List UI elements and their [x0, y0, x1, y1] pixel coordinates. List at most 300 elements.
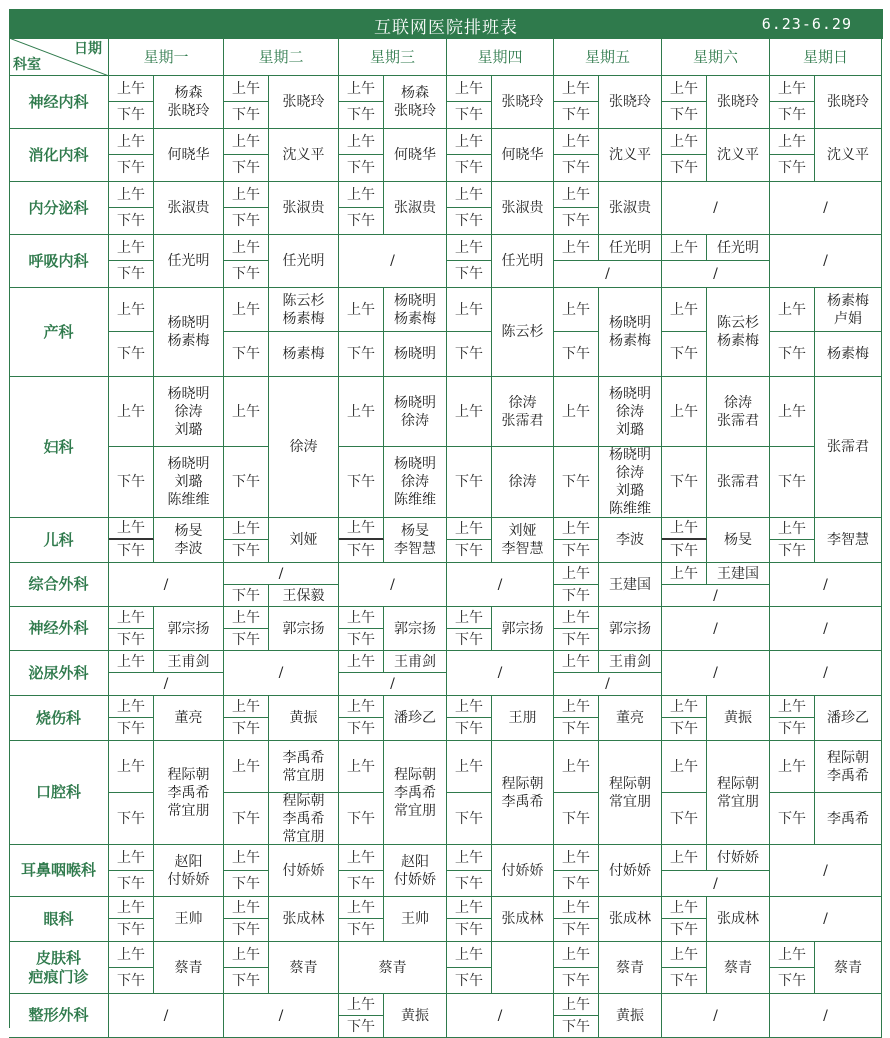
cell-text: 张成林: [609, 911, 651, 927]
cell-text: 下午: [117, 922, 145, 938]
cell-text: 下午: [670, 543, 698, 559]
shift-am-label: [770, 129, 815, 155]
cell-text: /: [713, 1007, 718, 1024]
cell-text: 上午: [455, 698, 483, 715]
shift-pm-label: [109, 919, 154, 942]
shift-pm-label: [339, 871, 384, 897]
shift-pm-label: [339, 718, 384, 741]
shift-am-label: [554, 741, 599, 793]
cell-text: 潘珍乙: [394, 710, 436, 726]
cell-text: 杨森 张晓玲: [394, 85, 436, 119]
shift-pm-label: [554, 208, 599, 235]
shift-am-label: [662, 897, 707, 919]
cell-text: 上午: [117, 301, 145, 318]
doctor-names: [384, 845, 447, 897]
cell-text: 程际朝 李禹希 常宜朋: [167, 766, 210, 819]
cell-text: 上午: [117, 403, 145, 420]
shift-pm-label: [339, 332, 384, 377]
no-schedule: [339, 673, 447, 696]
shift-am-label: [339, 518, 384, 540]
shift-pm-label: [770, 540, 815, 563]
shift-pm-label: [770, 718, 815, 741]
cell-text: 上午: [455, 849, 483, 866]
doctor-names: [707, 518, 770, 563]
cell-text: /: [713, 266, 718, 282]
cell-text: 张淑贵: [394, 200, 436, 216]
cell-text: 下午: [455, 543, 483, 559]
cell-text: 星期三: [369, 47, 415, 66]
cell-text: 王建国: [717, 565, 759, 582]
cell-text: 消化内科: [28, 145, 89, 164]
cell-text: 下午: [117, 972, 145, 989]
cell-text: 张晓玲: [501, 94, 544, 110]
cell-text: /: [823, 1007, 828, 1024]
cell-text: 任光明: [282, 253, 325, 269]
cell-text: 任光明: [501, 253, 544, 269]
cell-text: 蔡青: [378, 959, 407, 976]
doctor-names: [599, 76, 662, 129]
shift-am-label: [662, 741, 707, 793]
shift-am-label: [447, 288, 492, 332]
shift-pm-label: [224, 629, 269, 651]
no-schedule: [770, 897, 882, 942]
cell-text: 沈义平: [609, 147, 651, 163]
cell-text: /: [605, 676, 610, 692]
cell-text: 陈云杉 杨素梅: [717, 315, 759, 349]
doctor-names-am: [599, 235, 662, 261]
cell-text: 上午: [117, 946, 145, 963]
shift-pm-label: [554, 332, 599, 377]
day-header: [447, 38, 554, 76]
cell-text: /: [823, 200, 828, 216]
cell-text: 蔡青: [724, 959, 752, 976]
doctor-names-am: [599, 377, 662, 447]
cell-text: 下午: [455, 160, 483, 176]
doctor-names: [599, 129, 662, 182]
cell-text: 上午: [455, 80, 483, 97]
cell-text: 口腔科: [35, 783, 81, 801]
shift-am-label: [224, 696, 269, 718]
cell-text: 潘珍乙: [827, 710, 869, 726]
cell-text: 上午: [232, 239, 260, 256]
cell-text: 杨素梅: [282, 346, 325, 362]
doctor-names: [269, 942, 339, 994]
shift-pm-label: [339, 540, 384, 563]
cell-text: 下午: [347, 107, 375, 123]
doctor-names-pm: [815, 793, 882, 845]
cell-text: 上午: [232, 758, 260, 775]
shift-am-label: [447, 518, 492, 540]
cell-text: 杨晓明 刘璐 陈维维: [167, 456, 210, 508]
day-header: [339, 38, 447, 76]
shift-am-label: [224, 942, 269, 968]
doctor-names: [384, 607, 447, 651]
shift-am-label: [554, 696, 599, 718]
department-name: [9, 651, 109, 696]
cell-text: 黄振: [616, 1007, 644, 1024]
cell-text: 上午: [778, 403, 806, 420]
shift-pm-label: [224, 155, 269, 182]
cell-text: 上午: [670, 239, 698, 256]
cell-text: 王建国: [609, 576, 651, 593]
shift-pm-label: [224, 793, 269, 845]
shift-pm-label: [662, 919, 707, 942]
shift-pm-label: [224, 585, 269, 607]
shift-am-label: [662, 288, 707, 332]
department-name: [9, 377, 109, 518]
doctor-names: [269, 76, 339, 129]
cell-text: 付娇娇: [501, 862, 544, 879]
doctor-names: [492, 741, 554, 845]
shift-pm-label: [109, 718, 154, 741]
shift-am-label: [554, 563, 599, 585]
cell-text: 神经外科: [28, 619, 89, 637]
cell-text: 黄振: [289, 710, 318, 726]
shift-pm-label: [224, 208, 269, 235]
doctor-names: [339, 942, 447, 994]
doctor-names-pm: [384, 447, 447, 518]
doctor-names: [154, 182, 224, 235]
cell-text: 下午: [117, 474, 145, 490]
cell-text: 下午: [232, 972, 260, 989]
doctor-names: [384, 696, 447, 741]
shift-am-label: [554, 607, 599, 629]
cell-text: 赵阳 付娇娇: [394, 853, 436, 888]
shift-am-label: [662, 235, 707, 261]
cell-text: 上午: [670, 301, 698, 318]
shift-pm-label: [447, 871, 492, 897]
cell-text: 何晓华: [394, 147, 436, 163]
cell-text: 郭宗扬: [609, 620, 651, 637]
cell-text: 上午: [232, 899, 260, 916]
cell-text: 上午: [347, 758, 375, 775]
cell-text: 张成林: [282, 911, 325, 927]
doctor-names: [154, 741, 224, 845]
department-name: [9, 563, 109, 607]
no-schedule: [554, 673, 662, 696]
cell-text: 下午: [778, 543, 806, 559]
cell-text: 下午: [232, 631, 260, 648]
doctor-names-am: [384, 288, 447, 332]
shift-am-label: [109, 897, 154, 919]
cell-text: 下午: [347, 346, 375, 362]
cell-text: 任光明: [609, 239, 651, 256]
no-schedule: [109, 673, 224, 696]
shift-am-label: [447, 741, 492, 793]
cell-text: 张晓玲: [609, 94, 651, 110]
cell-text: 上午: [232, 133, 260, 150]
cell-text: 上午: [232, 301, 260, 318]
shift-am-label: [770, 942, 815, 968]
shift-pm-label: [554, 793, 599, 845]
doctor-names-pm: [269, 585, 339, 607]
shift-am-label: [224, 288, 269, 332]
doctor-names-am: [269, 741, 339, 793]
cell-text: 上午: [670, 80, 698, 97]
no-schedule: [662, 182, 770, 235]
cell-text: 张晓玲: [282, 94, 325, 110]
shift-pm-label: [554, 968, 599, 994]
shift-am-label: [554, 845, 599, 871]
shift-pm-label: [554, 1016, 599, 1038]
cell-text: 王保毅: [282, 587, 325, 604]
doctor-names: [384, 518, 447, 563]
no-schedule: [662, 871, 770, 897]
cell-text: 黄振: [724, 710, 752, 726]
cell-text: 下午: [455, 721, 483, 737]
cell-text: 程际朝 李禹希 常宜朋: [282, 792, 325, 845]
shift-am-label: [662, 942, 707, 968]
doctor-names: [707, 897, 770, 942]
cell-text: 程际朝 常宜朋: [609, 775, 651, 810]
doctor-names-am: [707, 563, 770, 585]
cell-text: 下午: [455, 107, 483, 123]
shift-am-label: [770, 377, 815, 447]
doctor-names: [492, 845, 554, 897]
cell-text: /: [278, 665, 284, 681]
doctor-names: [269, 129, 339, 182]
doctor-names: [707, 696, 770, 741]
cell-text: 上午: [670, 133, 698, 150]
shift-am-label: [109, 182, 154, 208]
shift-pm-label: [224, 718, 269, 741]
shift-am-label: [662, 563, 707, 585]
shift-am-label: [224, 845, 269, 871]
cell-text: 李禹希 常宜朋: [282, 749, 325, 784]
cell-text: 下午: [562, 972, 590, 989]
shift-pm-label: [224, 261, 269, 288]
shift-am-label: [224, 741, 269, 793]
date-axis-label: 日期: [74, 41, 102, 57]
no-schedule: [770, 651, 882, 696]
cell-text: 上午: [347, 301, 375, 318]
cell-text: 下午: [670, 160, 698, 176]
doctor-names: [154, 235, 224, 288]
cell-text: 下午: [778, 107, 806, 123]
shift-am-label: [109, 845, 154, 871]
cell-text: 下午: [347, 1018, 375, 1035]
cell-text: 上午: [455, 403, 483, 420]
cell-text: 下午: [778, 346, 806, 362]
no-schedule: [770, 607, 882, 651]
no-schedule: [224, 563, 339, 585]
shift-pm-label: [224, 919, 269, 942]
cell-text: 下午: [778, 810, 806, 827]
doctor-names: [154, 607, 224, 651]
cell-text: 下午: [562, 922, 590, 938]
shift-am-label: [339, 696, 384, 718]
cell-text: 赵阳 付娇娇: [167, 853, 210, 888]
cell-text: 下午: [232, 543, 260, 559]
day-header: [109, 38, 224, 76]
shift-am-label: [447, 942, 492, 968]
shift-am-label: [109, 235, 154, 261]
doctor-names-pm: [384, 332, 447, 377]
cell-text: 下午: [778, 972, 806, 989]
department-name: [9, 845, 109, 897]
shift-pm-label: [109, 540, 154, 563]
cell-text: 下午: [455, 810, 483, 827]
day-header: [554, 38, 662, 76]
cell-text: 张淑贵: [282, 200, 325, 216]
cell-text: /: [823, 665, 828, 681]
cell-text: 杨素梅 卢娟: [827, 292, 869, 327]
cell-text: 上午: [562, 239, 590, 256]
cell-text: 付娇娇: [609, 862, 651, 879]
cell-text: 董亮: [174, 710, 203, 726]
shift-am-label: [554, 518, 599, 540]
cell-text: 徐涛 张霈君: [717, 394, 759, 429]
day-header: [224, 38, 339, 76]
cell-text: 上午: [117, 186, 145, 203]
shift-am-label: [662, 696, 707, 718]
doctor-names: [815, 696, 882, 741]
cell-text: 下午: [455, 875, 483, 892]
doctor-names: [384, 182, 447, 235]
cell-text: 杨旻: [724, 532, 752, 548]
shift-pm-label: [447, 102, 492, 129]
no-schedule: [662, 261, 770, 288]
no-schedule: [447, 994, 554, 1038]
shift-pm-label: [109, 261, 154, 288]
doctor-names-am: [269, 288, 339, 332]
shift-pm-label: [109, 102, 154, 129]
cell-text: 张淑贵: [609, 200, 651, 216]
cell-text: 下午: [455, 213, 483, 229]
cell-text: 上午: [347, 403, 375, 420]
cell-text: 下午: [117, 810, 145, 827]
doctor-names: [707, 288, 770, 377]
cell-text: 上午: [778, 946, 806, 963]
cell-text: 上午: [778, 301, 806, 318]
cell-text: 下午: [232, 922, 260, 938]
shift-am-label: [447, 377, 492, 447]
doctor-names: [492, 518, 554, 563]
cell-text: 上午: [232, 520, 260, 537]
cell-text: 上午: [670, 520, 698, 536]
shift-am-label: [109, 377, 154, 447]
cell-text: 杨晓明 徐涛 陈维维: [394, 456, 436, 508]
department-name: [9, 288, 109, 377]
cell-text: 下午: [455, 346, 483, 362]
cell-text: 郭宗扬: [501, 620, 544, 637]
cell-text: /: [823, 862, 828, 879]
cell-text: 上午: [117, 899, 145, 916]
doctor-names-am: [384, 377, 447, 447]
shift-am-label: [224, 76, 269, 102]
doctor-names: [154, 129, 224, 182]
cell-text: 上午: [562, 301, 590, 318]
cell-text: 下午: [117, 213, 145, 229]
cell-text: 下午: [455, 972, 483, 989]
cell-text: 下午: [562, 721, 590, 737]
shift-am-label: [447, 129, 492, 155]
department-name: [9, 897, 109, 942]
shift-am-label: [662, 129, 707, 155]
cell-text: 上午: [455, 301, 483, 318]
cell-text: 李智慧: [827, 532, 869, 548]
cell-text: /: [390, 253, 395, 269]
cell-text: 星期日: [802, 47, 848, 66]
shift-pm-label: [224, 447, 269, 518]
cell-text: 付娇娇: [717, 849, 759, 866]
cell-text: 付娇娇: [282, 862, 325, 879]
doctor-names: [599, 994, 662, 1038]
doctor-names-am: [707, 235, 770, 261]
doctor-names-am: [492, 377, 554, 447]
shift-am-label: [447, 235, 492, 261]
cell-text: 上午: [117, 609, 145, 626]
doctor-names: [384, 897, 447, 942]
cell-text: /: [823, 911, 828, 927]
cell-text: 何晓华: [501, 147, 544, 163]
doctor-names: [154, 897, 224, 942]
shift-pm-label: [662, 155, 707, 182]
doctor-names: [269, 377, 339, 518]
shift-am-label: [109, 696, 154, 718]
cell-text: 刘娅: [289, 532, 318, 548]
cell-text: 下午: [232, 587, 260, 604]
cell-text: 下午: [232, 721, 260, 737]
shift-pm-label: [554, 919, 599, 942]
cell-text: 下午: [562, 213, 590, 229]
doctor-names: [815, 377, 882, 518]
cell-text: 杨晓明 杨素梅: [394, 292, 436, 327]
cell-text: 上午: [232, 609, 260, 626]
no-schedule: [662, 585, 770, 607]
cell-text: 下午: [562, 631, 590, 648]
doctor-names: [154, 518, 224, 563]
cell-text: 上午: [347, 698, 375, 715]
shift-pm-label: [662, 540, 707, 563]
shift-pm-label: [447, 793, 492, 845]
cell-text: 李波: [616, 532, 644, 548]
doctor-names: [269, 607, 339, 651]
department-name: [9, 129, 109, 182]
day-header: [662, 38, 770, 76]
doctor-names: [492, 182, 554, 235]
shift-am-label: [554, 942, 599, 968]
shift-pm-label: [554, 871, 599, 897]
department-name: [9, 994, 109, 1038]
cell-text: 上午: [778, 133, 806, 150]
cell-text: 下午: [455, 631, 483, 648]
shift-am-label: [447, 845, 492, 871]
cell-text: 下午: [670, 721, 698, 737]
cell-text: 下午: [347, 160, 375, 176]
doctor-names: [815, 942, 882, 994]
cell-text: 上午: [117, 653, 145, 670]
shift-pm-label: [109, 871, 154, 897]
cell-text: 杨旻 李智慧: [394, 523, 436, 557]
shift-pm-label: [447, 718, 492, 741]
cell-text: 上午: [232, 186, 260, 203]
shift-am-label: [339, 377, 384, 447]
cell-text: 上午: [670, 899, 698, 916]
cell-text: 儿科: [43, 530, 74, 549]
cell-text: 下午: [562, 1018, 590, 1035]
doctor-names-am: [599, 651, 662, 673]
cell-text: 郭宗扬: [282, 620, 325, 637]
shift-am-label: [339, 741, 384, 793]
shift-am-label: [770, 518, 815, 540]
shift-am-label: [554, 377, 599, 447]
cell-text: 内分泌科: [28, 198, 89, 217]
cell-text: 张晓玲: [717, 94, 759, 110]
shift-pm-label: [109, 629, 154, 651]
doctor-names: [707, 76, 770, 129]
department-name: [9, 235, 109, 288]
